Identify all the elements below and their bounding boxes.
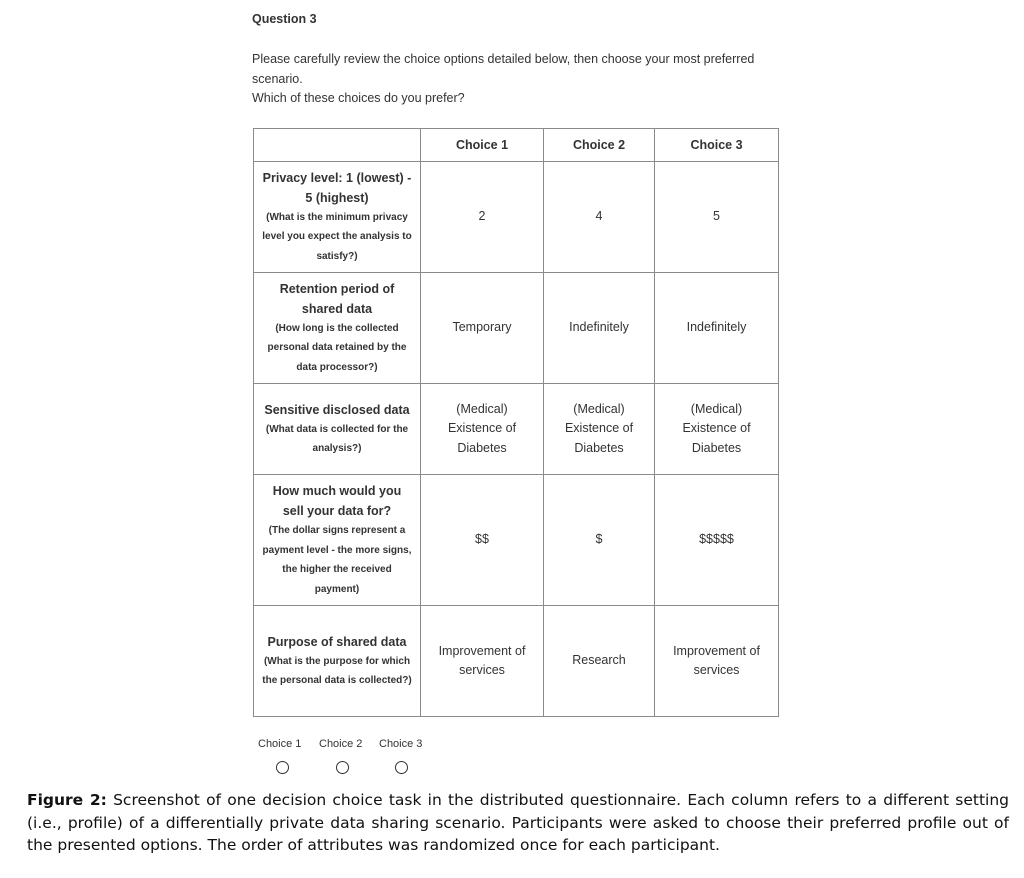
instruction-line-2: scenario. [252, 71, 303, 86]
attribute-description: (What is the minimum privacy level you expect the analysis to satisfy?) [262, 211, 412, 262]
choice-3-value: (Medical) Existence of Diabetes [655, 384, 779, 475]
header-empty [254, 129, 421, 162]
header-choice-2: Choice 2 [544, 129, 655, 162]
caption-label: Figure 2: [27, 791, 107, 809]
attribute-description: (How long is the collected personal data retained by the data processor?) [267, 322, 407, 373]
choice-3-value: 5 [655, 162, 779, 273]
choice-3-value: Improvement of services [655, 606, 779, 717]
attribute-description: (What data is collected for the analysis?) [265, 423, 409, 454]
caption-text: Screenshot of one decision choice task in the distributed questionnaire. Each column refers to a different setting (i.e., profile) of a differentially private data sharing scenario. Participants were asked to choose their preferred profile out of the presented options. The order of attributes was randomized once for each participant. [27, 791, 1009, 854]
attribute-name: Sensitive disclosed data [264, 402, 410, 417]
attribute-name: Purpose of shared data [267, 634, 407, 649]
choice-1-value: Temporary [421, 273, 544, 384]
question-instructions [252, 50, 792, 109]
question-prompt: Which of these choices do you prefer? [252, 91, 465, 105]
table-row [254, 606, 779, 717]
attribute-cell [254, 606, 421, 717]
question-title: Question 3 [252, 12, 317, 26]
choice-table [253, 128, 779, 717]
attribute-name: How much would you sell your data for? [272, 484, 402, 518]
choice-1-value: $$ [421, 475, 544, 606]
table-row [254, 384, 779, 475]
attribute-cell [254, 384, 421, 475]
figure-caption [27, 789, 1009, 857]
choice-1-value: 2 [421, 162, 544, 273]
choice-2-value: (Medical) Existence of Diabetes [544, 384, 655, 475]
header-choice-3: Choice 3 [655, 129, 779, 162]
table-row [254, 273, 779, 384]
attribute-cell [254, 475, 421, 606]
instruction-line-1: Please carefully review the choice options detailed below, then choose your most preferred [252, 52, 755, 66]
choice-1-value: (Medical) Existence of Diabetes [421, 384, 544, 475]
radio-button[interactable] [276, 761, 289, 774]
choice-2-value: 4 [544, 162, 655, 273]
header-choice-1: Choice 1 [421, 129, 544, 162]
attribute-cell [254, 273, 421, 384]
choice-2-value: Research [544, 606, 655, 717]
choice-3-value: Indefinitely [655, 273, 779, 384]
radio-button[interactable] [336, 761, 349, 774]
attribute-name: Privacy level: 1 (lowest) - 5 (highest) [262, 170, 412, 205]
attribute-cell [254, 162, 421, 273]
attribute-description: (What is the purpose for which the personal data is collected?) [262, 655, 412, 686]
choice-3-value: $$$$$ [655, 475, 779, 606]
attribute-description: (The dollar signs represent a payment level - the more signs, the higher the received payment) [262, 525, 412, 595]
choice-1-value: Improvement of services [421, 606, 544, 717]
choice-2-value: $ [544, 475, 655, 606]
radio-label: Choice 2 [319, 738, 363, 750]
table-row [254, 475, 779, 606]
radio-label: Choice 3 [379, 738, 423, 750]
radio-button[interactable] [395, 761, 408, 774]
header-row [254, 129, 779, 162]
attribute-name: Retention period of shared data [279, 281, 395, 316]
radio-label: Choice 1 [258, 738, 302, 750]
choice-2-value: Indefinitely [544, 273, 655, 384]
table-row [254, 162, 779, 273]
